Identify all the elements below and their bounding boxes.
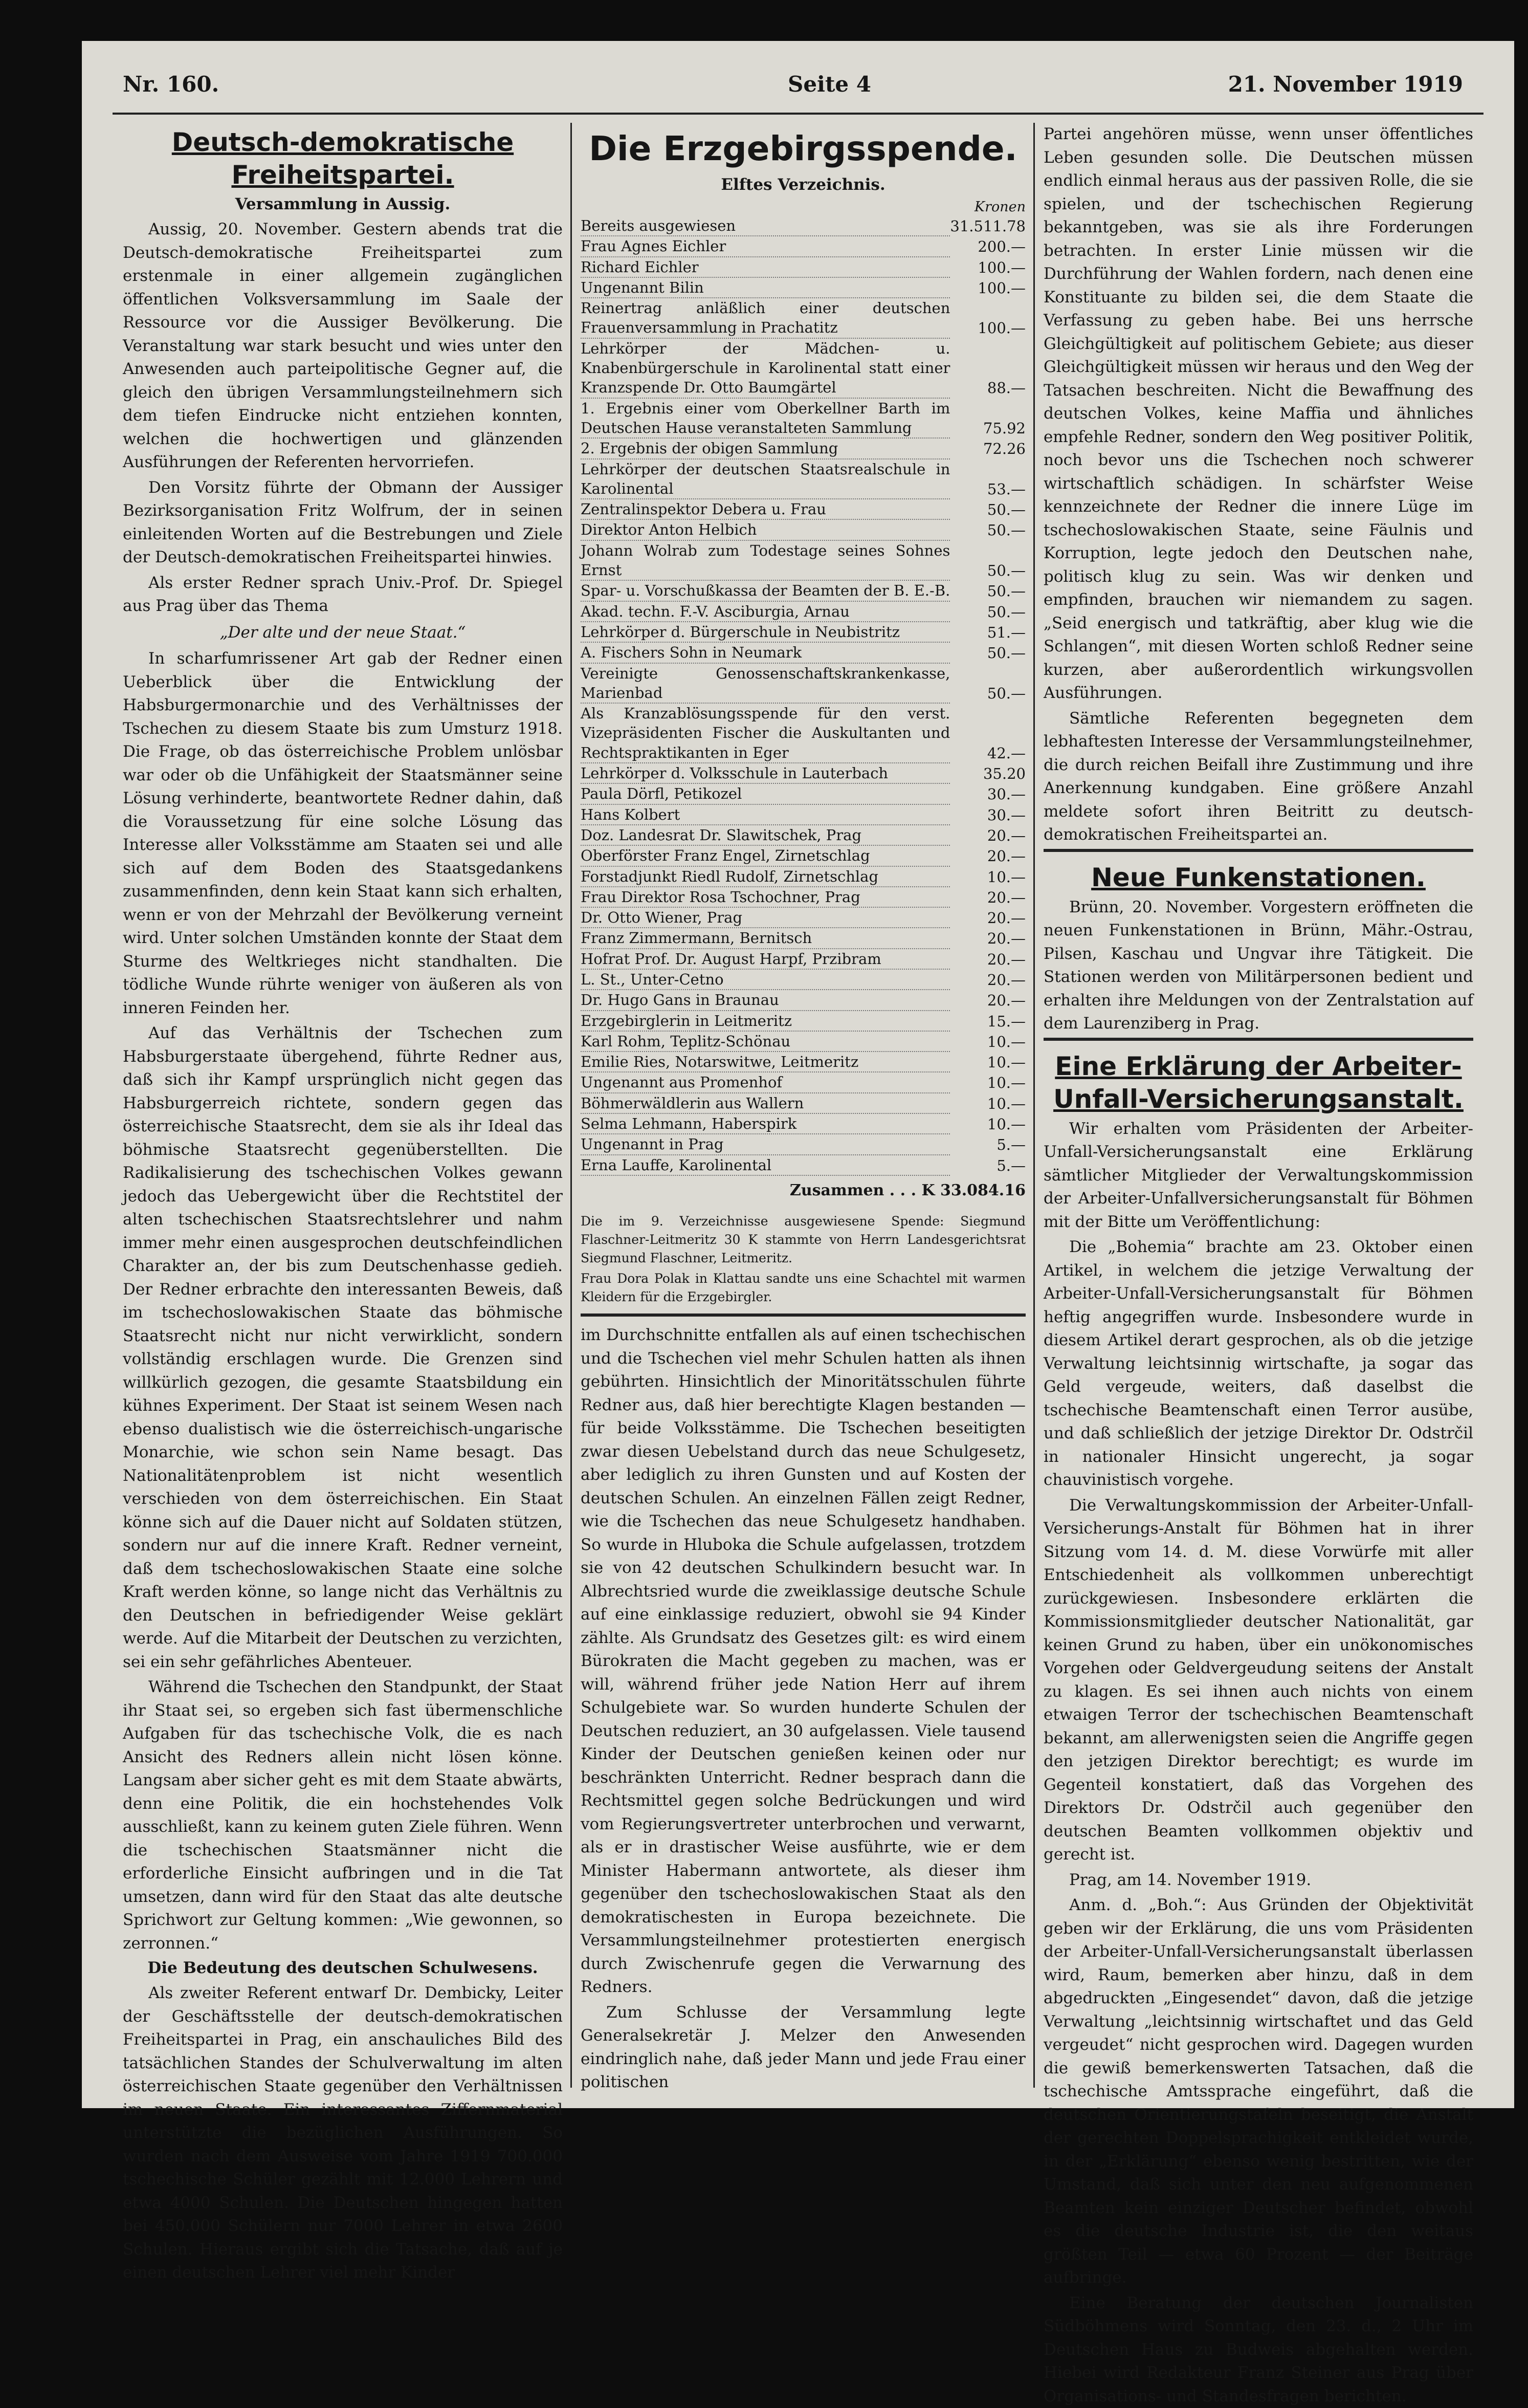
paragraph: Brünn, 20. November. Vorgestern eröffneten die neuen Funkenstationen in Brünn, Mähr.-Ostrau, Pilsen, Kaschau und Ungvar ihre Tätigkeit. Die Stationen werden von Militärpersonen bedient und erhalten ihre Meldungen von der Zentralstation auf dem Laurenziberg in Prag. [1044,896,1473,1036]
donor-name: Dr. Hugo Gans in Braunau [581,990,950,1010]
paragraph: Als erster Redner sprach Univ.-Prof. Dr. Spiegel aus Prag über das Thema [123,572,563,618]
donation-row [581,519,1026,540]
donation-amount: 10.— [950,1052,1026,1072]
donation-row [581,277,1026,298]
donation-row [581,928,1026,948]
column-rule-right [1033,123,1035,2088]
currency-label: Kronen [581,199,1026,216]
donation-total [581,1179,1026,1202]
donor-name: Hofrat Prof. Dr. August Harpf, Przibram [581,949,950,969]
donor-name: 2. Ergebnis der obigen Sammlung [581,438,950,458]
donation-amount: 5.— [950,1134,1026,1154]
donation-row [581,1113,1026,1134]
donation-row [581,663,1026,704]
donation-amount: 20.— [950,887,1026,907]
donor-name: Ungenannt aus Promenhof [581,1072,950,1092]
paragraph: Sämtliche Referenten begegneten dem lebhaftesten Interesse der Versammlungsteilnehmer, die durch reichen Beifall ihre Zustimmung und ihre Anerkennung kundgaben. Eine größere Anzahl meldete sofort ihren Beitritt zu deutsch-demokratischen Freiheitspartei an. [1044,707,1473,847]
column-rule-left [570,123,572,2088]
donor-name: Lehrkörper der Mädchen- u. Knabenbürgerschule in Karolinental statt einer Kranzspende Dr. Otto Baumgärtel [581,338,950,398]
donation-amount: 20.— [950,928,1026,948]
donation-amount: 20.— [950,990,1026,1010]
article-title-erzgebirgsspende: Die Erzgebirgsspende. [581,126,1026,172]
donor-name: Erzgebirglerin in Leitmeritz [581,1011,950,1031]
donation-row [581,236,1026,256]
donation-table [581,216,1026,1176]
donor-name: A. Fischers Sohn in Neumark [581,642,950,663]
paragraph: In scharfumrissener Art gab der Redner einen Ueberblick über die Entwicklung der Habsburgermonarchie und des Verhältnisses der Tschechen zu diesem Staate bis zum Umsturz 1918. Die Frage, ob das österreichische Problem unlösbar war oder ob die Unfähigkeit der Staatsmänner seine Lösung verhinderte, beantwortete Redner dahin, daß die Voraussetzung für eine solche Lösung das Interesse aller Volksstämme am Staaten sei und alle sich auf dem Boden des Staatsgedankens zusammenfinden, denn kein Staat kann sich erhalten, wenn er von der Mehrzahl der Bevölkerung verneint wird. Unter solchen Umständen konnte der Staat dem Sturme des Weltkrieges nicht standhalten. Die tödliche Wunde rührte weniger von äußeren als von inneren Feinden her. [123,647,563,1020]
donor-name: Paula Dörfl, Petikozel [581,783,950,804]
donation-note: Frau Dora Polak in Klattau sandte uns eine Schachtel mit warmen Kleidern für die Erzgebirgler. [581,1269,1026,1306]
donation-row [581,622,1026,642]
paragraph: Partei angehören müsse, wenn unser öffentliches Leben gesunden solle. Die Deutschen müssen endlich einmal heraus aus der passiven Rolle, die sie spielen, und der tschechischen Regierung bekanntgeben, was sie als ihre Forderungen betrachten. In erster Linie müssen wir die Durchführung der Wahlen fordern, nach denen eine Konstituante zu bilden sei, die dem Staate die Verfassung zu geben habe. Bei uns herrsche Gleichgültigkeit auf politischem Gebiete; aus dieser Gleichgültigkeit müssen wir heraus und den Weg der Tatsachen beschreiten. Nicht die Bewaffnung des deutschen Volkes, keine Maffia und ähnliches empfehle Redner, sondern den Weg positiver Politik, noch bevor uns die Tschechen noch schwerer wirtschaftlich schädigen. In schärfster Weise kennzeichnete der Redner die innere Lüge im tschechoslowakischen Staate, seine Fäulnis und Korruption, legte jedoch den Deutschen nahe, politisch klug zu sein. Was wir denken und empfinden, brauchen wir niemandem zu sagen. „Seid energisch und tatkräftig, aber klug wie die Schlangen“, mit diesen Worten schloß Redner seine kurzen, aber außerordentlich wirkungsvollen Ausführungen. [1044,123,1473,705]
donation-row [581,216,1026,236]
donation-row [581,1134,1026,1154]
donation-row [581,540,1026,581]
donation-row [581,949,1026,969]
donation-row [581,438,1026,458]
paragraph: Während die Tschechen den Standpunkt, der Staat ihr Staat sei, so ergeben sich fast übermenschliche Aufgaben für das tschechische Volk, die es nach Ansicht des Redners allein nicht lösen könne. Langsam aber sicher geht es mit dem Staate abwärts, denn eine Politik, die ein hochstehendes Volk ausschließt, kann zu keinem guten Ziele führen. Wenn die tschechischen Staatsmänner nicht die erforderliche Einsicht aufbringen und in die Tat umsetzen, dann wird für den Staat das alte deutsche Sprichwort zur Geltung kommen: „Wie gewonnen, so zerronnen.“ [123,1676,563,1955]
donation-amount: 20.— [950,825,1026,845]
donor-name: Lehrkörper der deutschen Staatsrealschule in Karolinental [581,459,950,499]
donation-amount: 100.— [950,277,1026,298]
paragraph: Anm. d. „Boh.“: Aus Gründen der Objektivität geben wir der Erklärung, die uns vom Präsidenten der Arbeiter-Unfall-Versicherungsanstalt überlassen wird, Raum, bemerken aber hinzu, daß in dem abgedruckten „Eingesendet“ davon, daß die jetzige Verwaltung „leichtsinnig wirtschaftet und das Geld vergeudet“ nicht gesprochen wird. Dagegen wurden die gewiß bemerkenswerten Tatsachen, daß die tschechische Amtssprache eingeführt, daß die deutschen Orientierungstafeln beseitigt, die Anstalt der gerechten Doppelsprachigkeit entkleidet wurde, in der „Erklärung“ ebenso wenig bestritten, wie der Umstand, daß sich unter den neu aufgenommenen Beamten kein einziger Deutscher befindet, obwohl es die deutsche Industrie ist, die den weitaus größten Teil — etwa 60 Prozent — der Beiträge aufbringe. [1044,1894,1473,2290]
paragraph: Aussig, 20. November. Gestern abends trat die Deutsch-demokratische Freiheitspartei zum erstenmale in einer allgemein zugänglichen öffentlichen Volksversammlung im Saale der Ressource vor die Aussiger Bevölkerung. Die Veranstaltung war stark besucht und wies unter den Anwesenden auch parteipolitische Gegner auf, die gleich den übrigen Versammlungsteilnehmern sich dem tiefen Eindrucke nicht entziehen konnten, welchen die hochwertigen und glänzenden Ausführungen der Referenten hervorriefen. [123,218,563,474]
donor-name: Frau Direktor Rosa Tschochner, Prag [581,887,950,907]
donor-name: Direktor Anton Helbich [581,519,950,540]
header-rule [113,113,1483,115]
donation-amount: 20.— [950,907,1026,928]
donor-name: Selma Lehmann, Haberspirk [581,1113,950,1134]
donation-amount: 10.— [950,1113,1026,1134]
donor-name: Reinertrag anläßlich einer deutschen Frauenversammlung in Prachatitz [581,298,950,338]
issue-date: 21. November 1919 [1228,72,1463,97]
donor-name: Als Kranzablösungsspende für den verst. Vizepräsidenten Fischer die Auskultanten und Rechtspraktikanten in Eger [581,703,950,763]
paragraph: Als zweiter Referent entwarf Dr. Dembicky, Leiter der Geschäftsstelle der deutsch-demokratischen Freiheitspartei in Prag, ein anschauliches Bild des tatsächlichen Standes der Schulverwaltung im alten österreichischen Staate gegenüber den Verhältnissen im neuen Staate. Ein interessantes Ziffernmaterial unterstützte die bezüglichen Ausführungen. So wurden nach dem Ausweise vom Jahre 1919 700.000 tschechische Schüler gezählt mit 12.000 Lehrern und etwa 4000 Schulen. Die Deutschen hingegen hatten bei 450.000 Schülern nur 7000 Lehrer in etwa 2600 Schulen. Hieraus ergibt sich die Tatsache, daß auf je einen deutschen Lehrer viel mehr Kinder [123,1982,563,2285]
section-divider [1044,1038,1473,1041]
donation-row [581,499,1026,519]
donation-amount: 75.92 [950,398,1026,439]
donation-row [581,990,1026,1010]
donation-amount: 10.— [950,866,1026,887]
donation-amount: 50.— [950,580,1026,601]
donation-row [581,887,1026,907]
donor-name: Richard Eichler [581,257,950,277]
donation-amount: 53.— [950,459,1026,499]
donation-amount: 50.— [950,519,1026,540]
lecture-theme: „Der alte und der neue Staat.“ [123,621,563,645]
donor-name: Zentralinspektor Debera u. Frau [581,499,950,519]
paragraph: Prag, am 14. November 1919. [1044,1869,1473,1892]
paragraph: Wir erhalten vom Präsidenten der Arbeiter-Unfall-Versicherungsanstalt eine Erklärung sämtlicher Mitglieder der Verwaltungskommission der Arbeiter-Unfallversicherungsanstalt für Böhmen mit der Bitte um Veröffentlichung: [1044,1118,1473,1234]
donor-name: Lehrkörper d. Volksschule in Lauterbach [581,763,950,783]
total-amount: 33.084.16 [940,1181,1026,1199]
donation-row [581,1011,1026,1031]
paragraph: im Durchschnitte entfallen als auf einen tschechischen und die Tschechen viel mehr Schulen hatten als ihnen gebührten. Hinsichtlich der Minoritätsschulen führte Redner aus, daß hier berechtigte Klagen bestanden — für beide Volksstämme. Die Tschechen beseitigten zwar diesen Uebelstand durch das neue Schulgesetz, aber lediglich zu ihren Gunsten und auf Kosten der deutschen Schulen. An einzelnen Fällen zeigt Redner, wie die Tschechen das neue Schulgesetz handhaben. So wurde in Hluboka die Schule aufgelassen, trotzdem sie von 42 deutschen Schulkindern besucht war. In Albrechtsried wurde die zweiklassige deutsche Schule auf eine einklassige reduziert, obwohl sie 94 Kinder zählte. Als Grundsatz des Gesetzes gilt: es wird einem Bürokraten die Macht gegeben zu machen, was er will, während früher jede Nation Herr auf ihrem Schulgebiete war. So wurden hunderte Schulen der Deutschen reduziert, an 30 aufgelassen. Viele tausend Kinder der Deutschen genießen keinen oder nur beschränkten Unterricht. Redner besprach dann die Rechtsmittel gegen solche Bedrückungen und wird vom Regierungsvertreter unterbrochen und verwarnt, als er in drastischer Weise ausführte, wie er dem Minister Habermann antwortete, als dieser ihm gegenüber den tschechoslowakischen Staat als den demokratischesten in Europa bezeichnete. Die Versammlungsteilnehmer protestierten energisch durch Zwischenrufe gegen die Verwarnung des Redners. [581,1324,1026,1999]
donor-name: Emilie Ries, Notarswitwe, Leitmeritz [581,1052,950,1072]
paragraph: Den Vorsitz führte der Obmann der Aussiger Bezirksorganisation Fritz Wolfrum, der in seinen einleitenden Worten auf die Bestrebungen und Ziele der Deutsch-demokratischen Freiheitspartei hinwies. [123,476,563,570]
donation-row [581,845,1026,866]
newspaper-page [82,41,1514,2108]
donation-amount: 50.— [950,663,1026,704]
paragraph: Auf das Verhältnis der Tschechen zum Habsburgerstaate übergehend, führte Redner aus, daß sich ihr Kampf ursprünglich nicht gegen das Habsburgerreich richtete, sondern gegen das österreichische Staatsrecht, dem sie als ihr Ideal das böhmische Staatsrecht gegenüberstellten. Die Radikalisierung des tschechischen Volkes gewann jedoch das Uebergewicht über die Rechtstitel der alten tschechischen Staatsrechtslehrer und nahm immer mehr einen ausgesprochen deutschfeindlichen Charakter an, der bis zum Deutschenhasse gedieh. Der Redner erbrachte den interessanten Beweis, daß im tschechoslowakischen Staate das böhmische Staatsrecht nicht nur nicht verwirklicht, sondern vollständig erschlagen wurde. Die Grenzen sind willkürlich gezogen, die gesamte Staatsbildung ein kühnes Experiment. Der Staat ist seinem Wesen nach ebenso dualistisch wie die österreichisch-ungarische Monarchie, wie schon sein Name besagt. Das Nationalitätenproblem ist nicht wesentlich verschieden von dem österreichischen. Ein Staat könne sich auf die Dauer nicht auf Soldaten stützen, sondern nur auf die innere Kraft. Redner verneint, daß dem tschechoslowakischen Staate eine solche Kraft werden könne, so lange nicht das Verhältnis zu den Deutschen in befriedigender Weise geklärt werde. Auf die Mitarbeit der Deutschen zu verzichten, sei ein sehr gefährliches Abenteuer. [123,1022,563,1674]
paragraph: Zum Schlusse der Versammlung legte Generalsekretär J. Melzer den Anwesenden eindringlich nahe, daß jeder Mann und jede Frau einer politischen [581,2001,1026,2094]
donation-amount: 200.— [950,236,1026,256]
article-title-freiheitspartei: Deutsch-demokratische Freiheitspartei. [123,126,563,191]
page-header [123,72,1463,113]
donation-row [581,601,1026,622]
donation-row [581,1093,1026,1113]
page-number: Seite 4 [788,72,871,97]
donation-row [581,703,1026,763]
total-label: Zusammen . . . K [790,1181,935,1199]
donation-row [581,804,1026,825]
donation-amount: 20.— [950,949,1026,969]
donor-name: Vereinigte Genossenschaftskrankenkasse, Marienbad [581,663,950,704]
donor-name: 1. Ergebnis einer vom Oberkellner Barth im Deutschen Hause veranstalteten Sammlung [581,398,950,439]
donor-name: Lehrkörper d. Bürgerschule in Neubistritz [581,622,950,642]
donation-amount: 20.— [950,845,1026,866]
donation-amount: 10.— [950,1093,1026,1113]
donation-amount: 42.— [950,703,1026,763]
article-title-erklaerung: Eine Erklärung der Arbeiter-Unfall-Versicherungsanstalt. [1044,1050,1473,1115]
donation-row [581,459,1026,499]
donor-name: Akad. techn. F.-V. Asciburgia, Arnau [581,601,950,622]
donation-row [581,783,1026,804]
donation-row [581,298,1026,338]
column-3 [1044,123,1473,2088]
donation-amount: 100.— [950,257,1026,277]
issue-number: Nr. 160. [123,72,219,97]
donation-amount: 10.— [950,1031,1026,1052]
donation-amount: 50.— [950,499,1026,519]
donor-name: Dr. Otto Wiener, Prag [581,907,950,928]
donation-row [581,338,1026,398]
donation-row [581,825,1026,845]
column-1 [123,123,563,2088]
paragraph: Die Verwaltungskommission der Arbeiter-Unfall-Versicherungs-Anstalt für Böhmen hat in ihrer Sitzung vom 14. d. M. diese Vorwürfe mit aller Entschiedenheit als vollkommen unberechtigt zurückgewiesen. Insbesondere erklärten die Kommissionsmitglieder deutscher Nationalität, gar keinen Grund zu haben, über ein unökonomisches Vorgehen oder Geldvergeudung seitens der Anstalt zu klagen. Es sei ihnen auch nichts von einem etwaigen Terror der tschechischen Beamtenschaft bekannt, am allerwenigsten seien die Angriffe gegen den jetzigen Direktor berechtigt; es wurde im Gegenteil konstatiert, daß das Vorgehen des Direktors Dr. Odstrčil auch gegenüber den deutschen Beamten vollkommen objektiv und gerecht ist. [1044,1494,1473,1867]
paragraph: Die „Bohemia“ brachte am 23. Oktober einen Artikel, in welchem die jetzige Verwaltung der Arbeiter-Unfall-Versicherungsanstalt für Böhmen heftig angegriffen wurde. Insbesondere wurde in diesem Artikel derart gesprochen, als ob die jetzige Verwaltung leichtsinnig wirtschafte, ja sogar das Geld vergeude, weiters, daß daselbst die tschechische Beamtenschaft einen Terror ausübe, und daß schließlich der jetzige Direktor Dr. Odstrčil in nationaler Hinsicht ungerecht, ja sogar chauvinistisch vorgehe. [1044,1236,1473,1492]
donation-amount: 31.511.78 [950,216,1026,236]
donation-row [581,907,1026,928]
donation-amount: 35.20 [950,763,1026,783]
donation-amount: 30.— [950,783,1026,804]
section-divider [581,1314,1026,1317]
donor-name: Karl Rohm, Teplitz-Schönau [581,1031,950,1052]
donation-amount: 72.26 [950,438,1026,458]
donation-row [581,969,1026,990]
donation-amount: 50.— [950,642,1026,663]
donation-amount: 5.— [950,1155,1026,1175]
donation-row [581,398,1026,439]
donation-row [581,1072,1026,1092]
donation-row [581,642,1026,663]
donation-amount: 50.— [950,601,1026,622]
donation-row [581,580,1026,601]
donor-name: Oberförster Franz Engel, Zirnetschlag [581,845,950,866]
donor-name: L. St., Unter-Cetno [581,969,950,990]
column-2 [581,123,1026,2088]
donor-name: Forstadjunkt Riedl Rudolf, Zirnetschlag [581,866,950,887]
donation-row [581,1155,1026,1175]
donation-row [581,763,1026,783]
donation-amount: 50.— [950,540,1026,581]
donation-amount: 100.— [950,298,1026,338]
article-subtitle: Elftes Verzeichnis. [581,174,1026,195]
donor-name: Frau Agnes Eichler [581,236,950,256]
donor-name: Doz. Landesrat Dr. Slawitschek, Prag [581,825,950,845]
article-title-funkenstationen: Neue Funkenstationen. [1044,861,1473,894]
donation-amount: 20.— [950,969,1026,990]
donation-amount: 30.— [950,804,1026,825]
donor-name: Hans Kolbert [581,804,950,825]
donor-name: Johann Wolrab zum Todestage seines Sohnes Ernst [581,540,950,581]
donation-row [581,866,1026,887]
donor-name: Ungenannt in Prag [581,1134,950,1154]
paragraph: Eine Beratung der deutschen Journalisten Südböhmens wird Sonntag, den 23. d., 2 Uhr im Deutschen Haus zu Budweis abgehalten werden. Hiebei wird Redakteur Franz Steiner aus Prag über Organisations- und Standesfragen berichten. [1044,2292,1473,2408]
donation-amount: 15.— [950,1011,1026,1031]
donation-amount: 10.— [950,1072,1026,1092]
donation-amount: 88.— [950,338,1026,398]
donor-name: Franz Zimmermann, Bernitsch [581,928,950,948]
donation-row [581,257,1026,277]
section-divider [1044,849,1473,852]
donation-row [581,1052,1026,1072]
donor-name: Ungenannt Bilin [581,277,950,298]
donor-name: Erna Lauffe, Karolinental [581,1155,950,1175]
donation-amount: 51.— [950,622,1026,642]
article-subtitle: Versammlung in Aussig. [123,193,563,215]
donor-name: Spar- u. Vorschußkassa der Beamten der B. E.-B. [581,580,950,601]
donation-row [581,1031,1026,1052]
correction-note: Die im 9. Verzeichnisse ausgewiesene Spende: Siegmund Flaschner-Leitmeritz 30 K stammte von Herrn Landesgerichtsrat Siegmund Flaschner, Leitmeritz. [581,1212,1026,1267]
donor-name: Bereits ausgewiesen [581,216,950,236]
section-heading-schulwesen: Die Bedeutung des deutschen Schulwesens. [123,1957,563,1979]
donor-name: Böhmerwäldlerin aus Wallern [581,1093,950,1113]
